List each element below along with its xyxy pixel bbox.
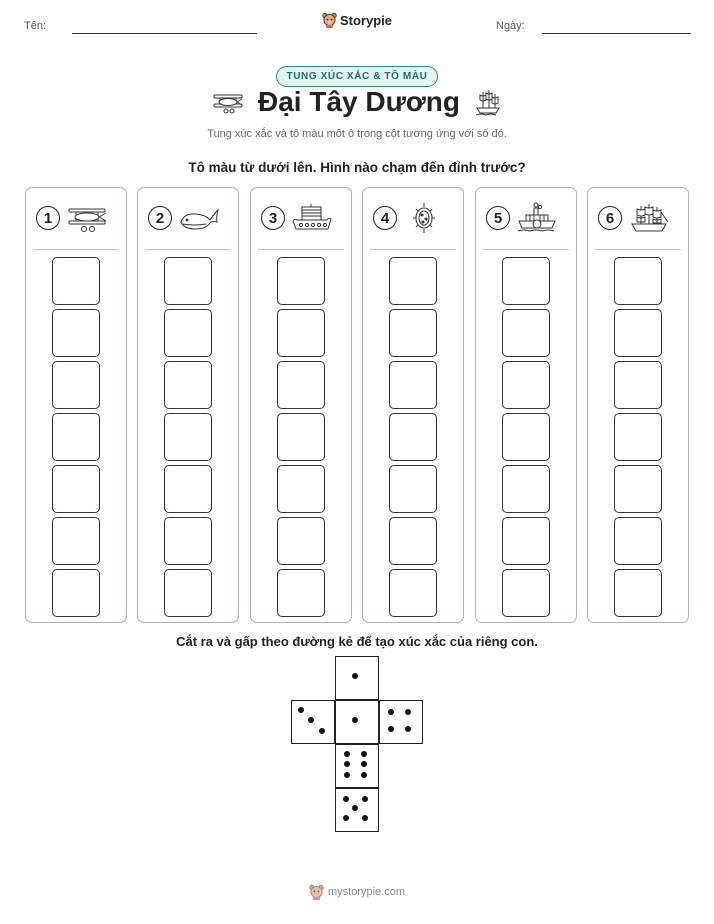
dice-pip: [362, 796, 368, 802]
color-cell[interactable]: [502, 257, 550, 305]
column-1: [25, 187, 127, 623]
color-cell[interactable]: [164, 517, 212, 565]
color-cell[interactable]: [614, 413, 662, 461]
color-cell[interactable]: [164, 257, 212, 305]
dice-pip: [405, 726, 411, 732]
dice-face-1: [335, 700, 379, 744]
color-cell[interactable]: [389, 517, 437, 565]
dice-face-3: [291, 700, 335, 744]
brand: [0, 12, 714, 33]
color-cell[interactable]: [389, 309, 437, 357]
dice-face-5: [335, 788, 379, 832]
color-cell[interactable]: [614, 517, 662, 565]
color-cell[interactable]: [164, 413, 212, 461]
dice-face-4: [379, 700, 423, 744]
steamboat-icon: [516, 202, 558, 234]
column-2: [137, 187, 239, 623]
title-row: [0, 86, 714, 118]
color-cell[interactable]: [52, 361, 100, 409]
cells: [476, 257, 576, 617]
color-cell[interactable]: [389, 257, 437, 305]
sailing-ship-icon: [474, 88, 502, 116]
dice-pip: [344, 761, 350, 767]
dice-face-1: [335, 656, 379, 700]
number-circle: 3: [261, 206, 285, 230]
biplane-icon: [66, 202, 108, 234]
dice-pip: [361, 772, 367, 778]
color-cell[interactable]: [614, 569, 662, 617]
column-header: [138, 202, 238, 234]
color-cell[interactable]: [389, 413, 437, 461]
color-cell[interactable]: [164, 569, 212, 617]
color-cell[interactable]: [614, 257, 662, 305]
color-cell[interactable]: [52, 257, 100, 305]
cells: [138, 257, 238, 617]
viking-ship-icon: [291, 202, 333, 234]
dice-pip: [361, 751, 367, 757]
name-line[interactable]: [72, 33, 257, 34]
footer-url[interactable]: mystorypie.com: [327, 886, 406, 898]
color-cell[interactable]: [502, 465, 550, 513]
column-header: [476, 202, 576, 234]
dice-face-6: [335, 744, 379, 788]
dice-pip: [343, 815, 349, 821]
virus-icon: [403, 202, 445, 234]
subtitle: Tung xúc xắc và tô màu một ô trong cột tương ứng với số đó.: [207, 128, 507, 140]
color-cell[interactable]: [52, 309, 100, 357]
storypie-bear-icon: [309, 884, 324, 900]
number-circle: 4: [373, 206, 397, 230]
column-header: [251, 202, 351, 234]
storypie-bear-icon: [322, 12, 337, 28]
dice-pip: [352, 673, 358, 679]
instruction: Tô màu từ dưới lên. Hình nào chạm đến đỉnh trước?: [188, 160, 526, 175]
color-cell[interactable]: [164, 361, 212, 409]
number-circle: 1: [36, 206, 60, 230]
color-cell[interactable]: [277, 517, 325, 565]
column-header: [363, 202, 463, 234]
dice-pip: [352, 717, 358, 723]
color-cell[interactable]: [502, 413, 550, 461]
color-cell[interactable]: [277, 569, 325, 617]
color-cell[interactable]: [502, 517, 550, 565]
dice-pip: [319, 728, 325, 734]
dice-pip: [308, 717, 314, 723]
biplane-icon: [212, 89, 244, 115]
column-6: [587, 187, 689, 623]
number-circle: 5: [486, 206, 510, 230]
dice-pip: [361, 761, 367, 767]
column-header: [26, 202, 126, 234]
column-3: [250, 187, 352, 623]
color-cell[interactable]: [389, 569, 437, 617]
color-cell[interactable]: [614, 465, 662, 513]
dice-pip: [388, 709, 394, 715]
dice-pip: [344, 772, 350, 778]
color-cell[interactable]: [502, 361, 550, 409]
color-cell[interactable]: [277, 257, 325, 305]
color-cell[interactable]: [52, 465, 100, 513]
color-cell[interactable]: [277, 309, 325, 357]
cells: [588, 257, 688, 617]
name-label: Tên:: [24, 20, 47, 32]
column-header: [588, 202, 688, 234]
sailing-ship-icon: [628, 202, 670, 234]
column-4: [362, 187, 464, 623]
color-cell[interactable]: [502, 569, 550, 617]
dice-pip: [298, 707, 304, 713]
page-title: Đại Tây Dương: [258, 86, 460, 117]
color-cell[interactable]: [52, 413, 100, 461]
cells: [251, 257, 351, 617]
whale-icon: [178, 202, 220, 234]
color-cell[interactable]: [614, 309, 662, 357]
date-line[interactable]: [542, 33, 691, 34]
color-cell[interactable]: [614, 361, 662, 409]
color-cell[interactable]: [52, 569, 100, 617]
dice-pip: [344, 751, 350, 757]
dice-pip: [388, 726, 394, 732]
color-cell[interactable]: [277, 361, 325, 409]
footer: [0, 884, 714, 900]
color-cell[interactable]: [389, 465, 437, 513]
number-circle: 6: [598, 206, 622, 230]
date-label: Ngày:: [496, 20, 525, 32]
color-cell[interactable]: [277, 465, 325, 513]
color-cell[interactable]: [164, 309, 212, 357]
color-cell[interactable]: [164, 465, 212, 513]
color-cell[interactable]: [389, 361, 437, 409]
color-cell[interactable]: [502, 309, 550, 357]
dice-pip: [405, 709, 411, 715]
dice-pip: [343, 796, 349, 802]
cells: [363, 257, 463, 617]
dice-pip: [362, 815, 368, 821]
number-circle: 2: [148, 206, 172, 230]
category-badge: TUNG XÚC XẮC & TÔ MÀU: [276, 66, 439, 87]
cut-instruction: Cắt ra và gấp theo đường kẻ để tạo xúc xắc của riêng con.: [176, 634, 538, 649]
dice-pip: [352, 805, 358, 811]
cells: [26, 257, 126, 617]
color-cell[interactable]: [52, 517, 100, 565]
color-cell[interactable]: [277, 413, 325, 461]
brand-name: Storypie: [339, 12, 392, 28]
column-5: [475, 187, 577, 623]
badge-wrap: [0, 66, 714, 87]
